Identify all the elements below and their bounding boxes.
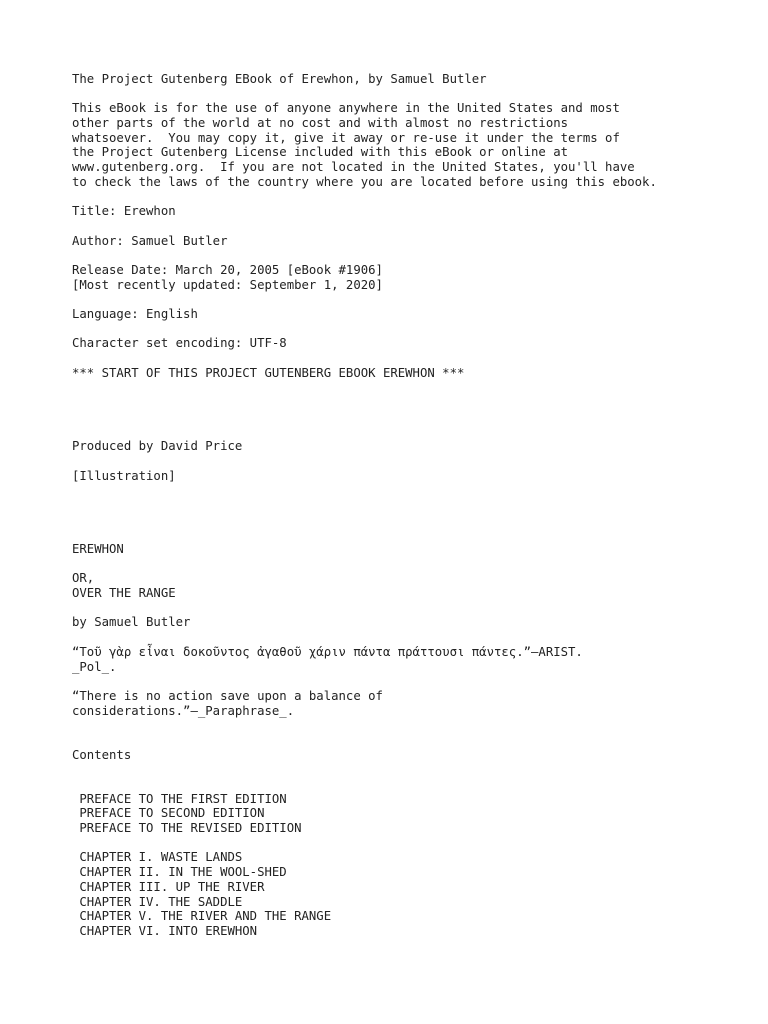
document-line: CHAPTER II. IN THE WOOL-SHED bbox=[72, 865, 287, 880]
document-line bbox=[72, 762, 732, 777]
document-line: considerations.”—_Paraphrase_. bbox=[72, 703, 295, 718]
document-line: This eBook is for the use of anyone anywhere in the United States and most bbox=[72, 101, 620, 116]
document-line: Release Date: March 20, 2005 [eBook #1906] bbox=[72, 262, 383, 277]
document-line bbox=[72, 351, 732, 366]
document-line bbox=[72, 483, 732, 498]
document-line bbox=[72, 395, 732, 410]
document-line: by Samuel Butler bbox=[72, 615, 191, 630]
document-line bbox=[72, 248, 732, 263]
document-line: CHAPTER IV. THE SADDLE bbox=[72, 894, 243, 909]
document-line: the Project Gutenberg License included with this eBook or online at bbox=[72, 145, 569, 160]
document-line: _Pol_. bbox=[72, 659, 117, 674]
document-line bbox=[72, 87, 732, 102]
document-line bbox=[72, 498, 732, 513]
document-line bbox=[72, 527, 732, 542]
document-line bbox=[72, 219, 732, 234]
document-line bbox=[72, 630, 732, 645]
document-line: PREFACE TO THE FIRST EDITION bbox=[72, 791, 287, 806]
document-line bbox=[72, 410, 732, 425]
document-line: to check the laws of the country where you are located before using this ebook. bbox=[72, 174, 657, 189]
document-line: [Illustration] bbox=[72, 468, 176, 483]
document-line bbox=[72, 557, 732, 572]
document-line: “Τοῦ γὰρ εἶναι δοκοῦντος ἀγαθοῦ χάριν πάντα πράττουσι πάντες.”—ARIST. bbox=[72, 644, 583, 659]
document-line: OVER THE RANGE bbox=[72, 586, 176, 601]
document-line bbox=[72, 454, 732, 469]
document-line: [Most recently updated: September 1, 2020] bbox=[72, 277, 383, 292]
document-line: Contents bbox=[72, 747, 132, 762]
document-line bbox=[72, 777, 732, 792]
document-line bbox=[72, 836, 732, 851]
document-line bbox=[72, 513, 732, 528]
document-line bbox=[72, 292, 732, 307]
document-line: Language: English bbox=[72, 307, 198, 321]
document-line bbox=[72, 190, 732, 205]
document-line bbox=[72, 601, 732, 616]
document-line: CHAPTER VI. INTO EREWHON bbox=[72, 923, 258, 938]
document-line bbox=[72, 425, 732, 440]
document-line: whatsoever. You may copy it, give it away or re-use it under the terms of bbox=[72, 130, 620, 145]
document-line: CHAPTER V. THE RIVER AND THE RANGE bbox=[72, 909, 332, 924]
document-line: OR, bbox=[72, 571, 95, 586]
document-line: PREFACE TO THE REVISED EDITION bbox=[72, 821, 302, 836]
document-line: other parts of the world at no cost and with almost no restrictions bbox=[72, 116, 569, 131]
document-line: EREWHON bbox=[72, 542, 124, 556]
document-line: Produced by David Price bbox=[72, 439, 243, 454]
document-line: PREFACE TO SECOND EDITION bbox=[72, 806, 265, 821]
document-line: www.gutenberg.org. If you are not located in the United States, you'll have bbox=[72, 160, 635, 175]
document-line: *** START OF THIS PROJECT GUTENBERG EBOOK EREWHON *** bbox=[72, 365, 465, 380]
document-line: The Project Gutenberg EBook of Erewhon, by Samuel Butler bbox=[72, 72, 487, 86]
document-line bbox=[72, 674, 732, 689]
document-line: CHAPTER III. UP THE RIVER bbox=[72, 879, 265, 894]
document-line: Title: Erewhon bbox=[72, 204, 176, 219]
document-line bbox=[72, 380, 732, 395]
document-line bbox=[72, 733, 732, 748]
document-text bbox=[72, 72, 732, 939]
document-line: “There is no action save upon a balance of bbox=[72, 688, 383, 703]
document-line: Author: Samuel Butler bbox=[72, 233, 228, 248]
document-line bbox=[72, 718, 732, 733]
document-line: Character set encoding: UTF-8 bbox=[72, 336, 287, 351]
document-line: CHAPTER I. WASTE LANDS bbox=[72, 850, 243, 865]
document-line bbox=[72, 322, 732, 337]
